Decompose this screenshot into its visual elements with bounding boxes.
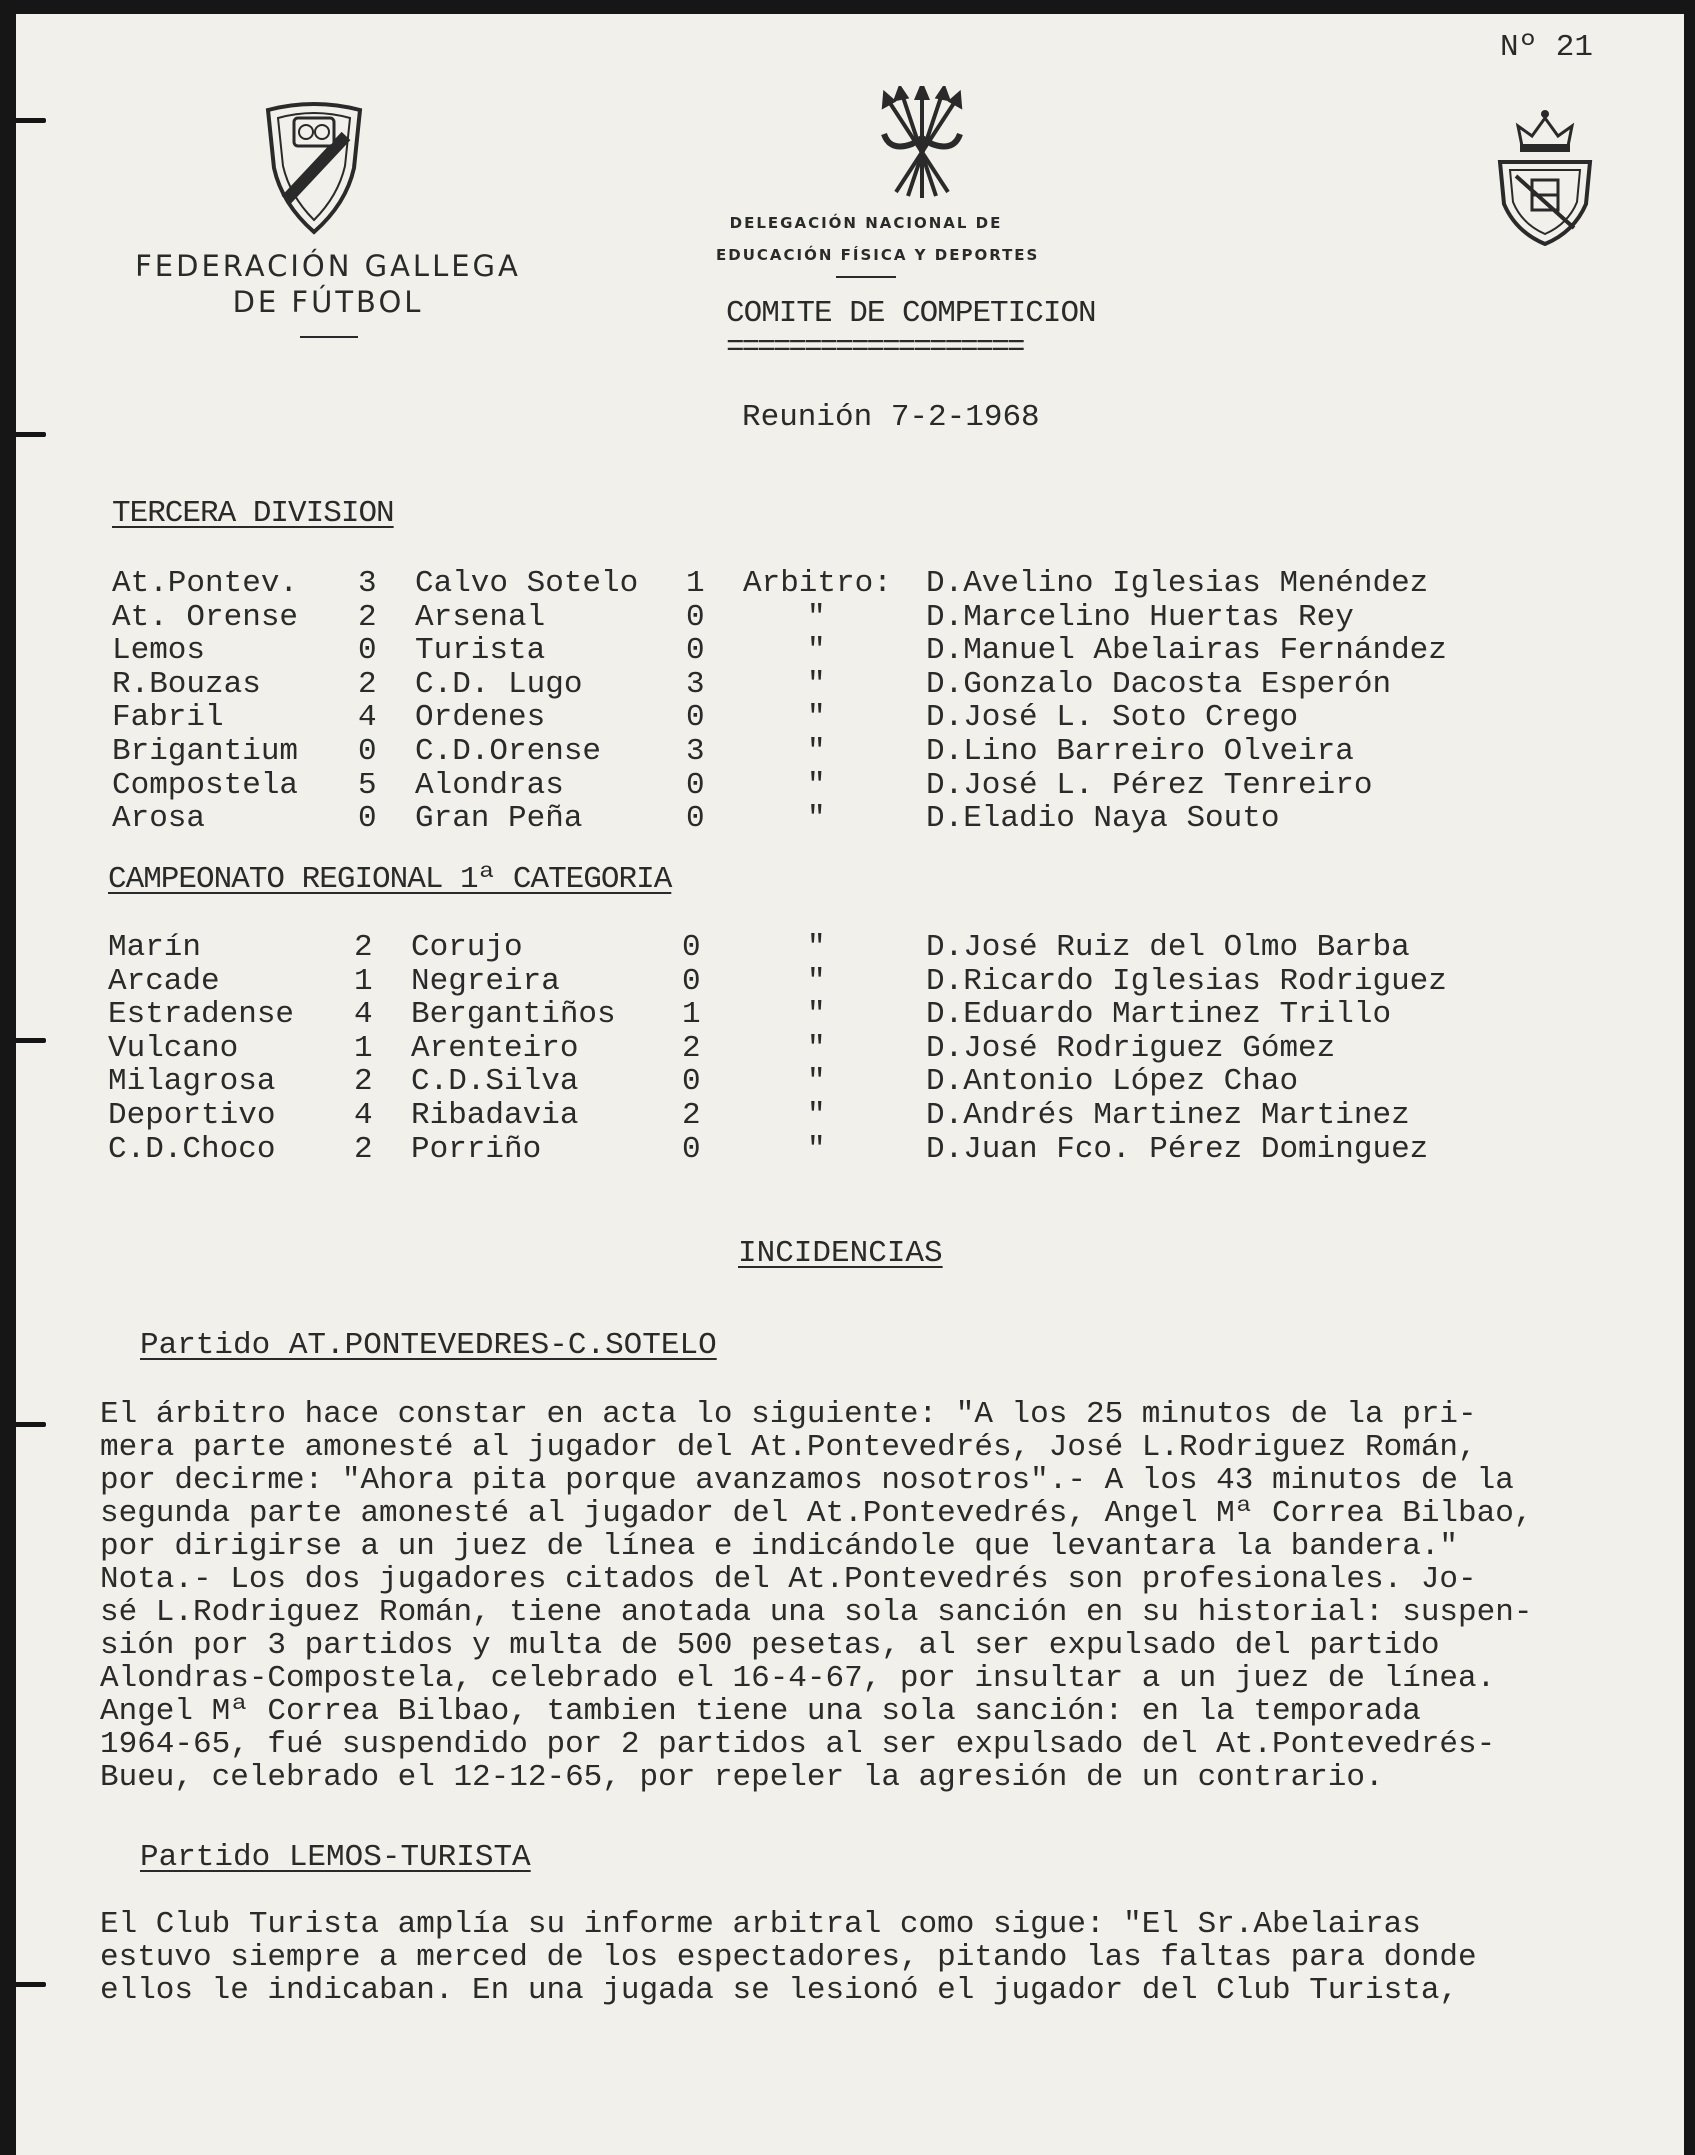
away-score: 0 [686, 599, 705, 635]
home-team: At.Pontev. [112, 566, 299, 601]
text-line: sión por 3 partidos y multa de 500 pesetas, al ser expulsado del partido [100, 1628, 1440, 1663]
away-team: Gran Peña [415, 801, 583, 837]
punch-mark [16, 1038, 46, 1043]
result-row [112, 734, 1612, 768]
regional-heading: CAMPEONATO REGIONAL 1ª CATEGORIA [108, 862, 672, 897]
home-team: Vulcano [108, 1030, 239, 1066]
away-team: C.D. Lugo [415, 666, 583, 702]
home-team: Arosa [112, 801, 206, 837]
result-row [108, 997, 1608, 1031]
home-team: Lemos [112, 633, 206, 669]
home-score: 3 [358, 566, 377, 601]
home-score: 4 [354, 1098, 373, 1133]
home-score: 2 [354, 1131, 373, 1167]
referee-name: D.Eladio Naya Souto [926, 801, 1280, 837]
committee-title-rule: =================== [726, 330, 1023, 365]
away-score: 0 [682, 1131, 701, 1167]
away-team: Alondras [415, 767, 564, 803]
ditto-mark: " [807, 1098, 826, 1133]
ditto-mark: " [807, 666, 826, 702]
ditto-mark: " [807, 963, 826, 999]
referee-name: D.Avelino Iglesias Menéndez [926, 566, 1429, 601]
result-row [112, 700, 1612, 734]
away-team: Porriño [411, 1131, 542, 1167]
ditto-mark: " [807, 599, 826, 635]
home-score: 2 [358, 666, 377, 702]
result-row [112, 801, 1612, 835]
away-team: Calvo Sotelo [415, 566, 639, 601]
incident-match-heading: Partido LEMOS-TURISTA [140, 1840, 531, 1875]
home-score: 1 [354, 1030, 373, 1066]
away-score: 0 [682, 930, 701, 965]
result-row [108, 1064, 1608, 1098]
text-line: Alondras-Compostela, celebrado el 16-4-67, por insultar a un juez de línea. [100, 1661, 1496, 1696]
text-line: por decirme: "Ahora pita porque avanzamos nosotros".- A los 43 minutos de la [100, 1463, 1514, 1498]
referee-name: D.Eduardo Martinez Trillo [926, 997, 1392, 1033]
away-score: 0 [686, 700, 705, 736]
home-score: 0 [358, 734, 377, 769]
ditto-mark: " [807, 700, 826, 736]
ditto-mark: " [807, 734, 826, 769]
away-team: C.D.Orense [415, 734, 602, 769]
away-team: Ribadavia [411, 1098, 579, 1133]
committee-title: COMITE DE COMPETICION [726, 296, 1096, 331]
away-score: 0 [682, 963, 701, 999]
federation-crest-icon [262, 100, 366, 236]
away-team: Arsenal [415, 599, 546, 635]
home-score: 4 [358, 700, 377, 736]
home-score: 2 [354, 930, 373, 965]
punch-mark [16, 118, 46, 123]
result-row [108, 964, 1608, 998]
punch-mark [16, 432, 46, 437]
result-row [108, 1031, 1608, 1065]
incidents-heading: INCIDENCIAS [738, 1236, 943, 1271]
punch-mark [16, 1422, 46, 1427]
text-line: mera parte amonesté al jugador del At.Pontevedrés, José L.Rodriguez Román, [100, 1430, 1477, 1465]
referee-name: D.Manuel Abelairas Fernández [926, 633, 1447, 669]
home-score: 0 [358, 801, 377, 837]
home-score: 2 [358, 599, 377, 635]
text-line: El árbitro hace constar en acta lo siguiente: "A los 25 minutos de la pri- [100, 1397, 1477, 1432]
referee-name: D.Andrés Martinez Martinez [926, 1098, 1410, 1133]
result-row [112, 768, 1612, 802]
away-score: 2 [682, 1030, 701, 1066]
away-team: Arenteiro [411, 1030, 579, 1066]
home-team: Deportivo [108, 1098, 276, 1133]
away-score: 1 [686, 566, 705, 601]
referee-name: D.José L. Soto Crego [926, 700, 1299, 736]
referee-name: D.José L. Pérez Tenreiro [926, 767, 1373, 803]
home-team: Compostela [112, 767, 299, 803]
text-line: Nota.- Los dos jugadores citados del At.Pontevedrés son profesionales. Jo- [100, 1562, 1477, 1597]
referee-name: D.Ricardo Iglesias Rodriguez [926, 963, 1447, 999]
incident-report-text [100, 1908, 1680, 2007]
referee-name: D.José Rodriguez Gómez [926, 1030, 1336, 1066]
result-row [112, 633, 1612, 667]
away-score: 0 [682, 1064, 701, 1100]
text-line: por dirigirse a un juez de línea e indicándole que levantara la bandera." [100, 1529, 1459, 1564]
away-team: Corujo [411, 930, 523, 965]
ditto-mark: " [807, 1064, 826, 1100]
home-score: 4 [354, 997, 373, 1033]
home-team: C.D.Choco [108, 1131, 276, 1167]
away-score: 2 [682, 1098, 701, 1133]
referee-label: Arbitro: [743, 566, 892, 601]
document-page [16, 14, 1684, 2155]
home-team: Brigantium [112, 734, 299, 769]
text-line: sé L.Rodriguez Román, tiene anotada una sola sanción en su historial: suspen- [100, 1595, 1533, 1630]
federation-line1: FEDERACIÓN GALLEGA [135, 249, 521, 283]
text-line: estuvo siempre a merced de los espectadores, pitando las faltas para donde [100, 1940, 1477, 1975]
ditto-mark: " [807, 767, 826, 803]
divider [300, 336, 358, 338]
away-team: Bergantiños [411, 997, 616, 1033]
federation-line2: DE FÚTBOL [232, 285, 424, 319]
text-line: ellos le indicaban. En una jugada se lesionó el jugador del Club Turista, [100, 1973, 1459, 2008]
document-number: Nº 21 [1500, 30, 1594, 65]
away-team: Ordenes [415, 700, 546, 736]
home-score: 2 [354, 1064, 373, 1100]
away-team: C.D.Silva [411, 1064, 579, 1100]
result-row [112, 566, 1612, 600]
divider [836, 276, 896, 278]
home-score: 0 [358, 633, 377, 669]
meeting-date: Reunión 7-2-1968 [742, 400, 1040, 435]
result-row [112, 600, 1612, 634]
punch-mark [16, 1982, 46, 1987]
incident-report-text [100, 1398, 1680, 1794]
yoke-arrows-emblem-icon [878, 86, 966, 206]
result-row [108, 1098, 1608, 1132]
referee-name: D.Lino Barreiro Olveira [926, 734, 1354, 769]
home-team: Milagrosa [108, 1064, 276, 1100]
text-line: El Club Turista amplía su informe arbitral como sigue: "El Sr.Abelairas [100, 1907, 1421, 1942]
ditto-mark: " [807, 930, 826, 965]
referee-name: D.Antonio López Chao [926, 1064, 1299, 1100]
away-score: 0 [686, 767, 705, 803]
home-team: Estradense [108, 997, 295, 1033]
third-division-heading: TERCERA DIVISION [112, 496, 394, 531]
text-line: Bueu, celebrado el 12-12-65, por repeler la agresión de un contrario. [100, 1760, 1384, 1795]
ditto-mark: " [807, 997, 826, 1033]
away-score: 1 [682, 997, 701, 1033]
ditto-mark: " [807, 801, 826, 837]
away-score: 0 [686, 801, 705, 837]
result-row [108, 1132, 1608, 1166]
home-team: At. Orense [112, 599, 299, 635]
referee-name: D.Juan Fco. Pérez Dominguez [926, 1131, 1429, 1167]
away-score: 0 [686, 633, 705, 669]
away-score: 3 [686, 666, 705, 702]
referee-name: D.Marcelino Huertas Rey [926, 599, 1354, 635]
ditto-mark: " [807, 1131, 826, 1167]
incident-match-heading: Partido AT.PONTEVEDRES-C.SOTELO [140, 1328, 717, 1363]
result-row [112, 667, 1612, 701]
away-team: Negreira [411, 963, 560, 999]
referee-name: D.José Ruiz del Olmo Barba [926, 930, 1410, 965]
ditto-mark: " [807, 1030, 826, 1066]
delegation-line1: DELEGACIÓN NACIONAL DE [729, 214, 1003, 232]
delegation-line2: EDUCACIÓN FÍSICA Y DEPORTES [716, 246, 1040, 264]
ditto-mark: " [807, 633, 826, 669]
home-team: Arcade [108, 963, 220, 999]
away-team: Turista [415, 633, 546, 669]
away-score: 3 [686, 734, 705, 769]
result-row [108, 930, 1608, 964]
referee-name: D.Gonzalo Dacosta Esperón [926, 666, 1392, 702]
text-line: Angel Mª Correa Bilbao, tambien tiene una sola sanción: en la temporada [100, 1694, 1421, 1729]
text-line: segunda parte amonesté al jugador del At.Pontevedrés, Angel Mª Correa Bilbao, [100, 1496, 1533, 1531]
text-line: 1964-65, fué suspendido por 2 partidos al ser expulsado del At.Pontevedrés- [100, 1727, 1496, 1762]
crown-crest-icon [1494, 106, 1596, 246]
home-score: 5 [358, 767, 377, 803]
home-score: 1 [354, 963, 373, 999]
home-team: R.Bouzas [112, 666, 261, 702]
home-team: Marín [108, 930, 202, 965]
federation-name [118, 248, 538, 320]
home-team: Fabril [112, 700, 224, 736]
